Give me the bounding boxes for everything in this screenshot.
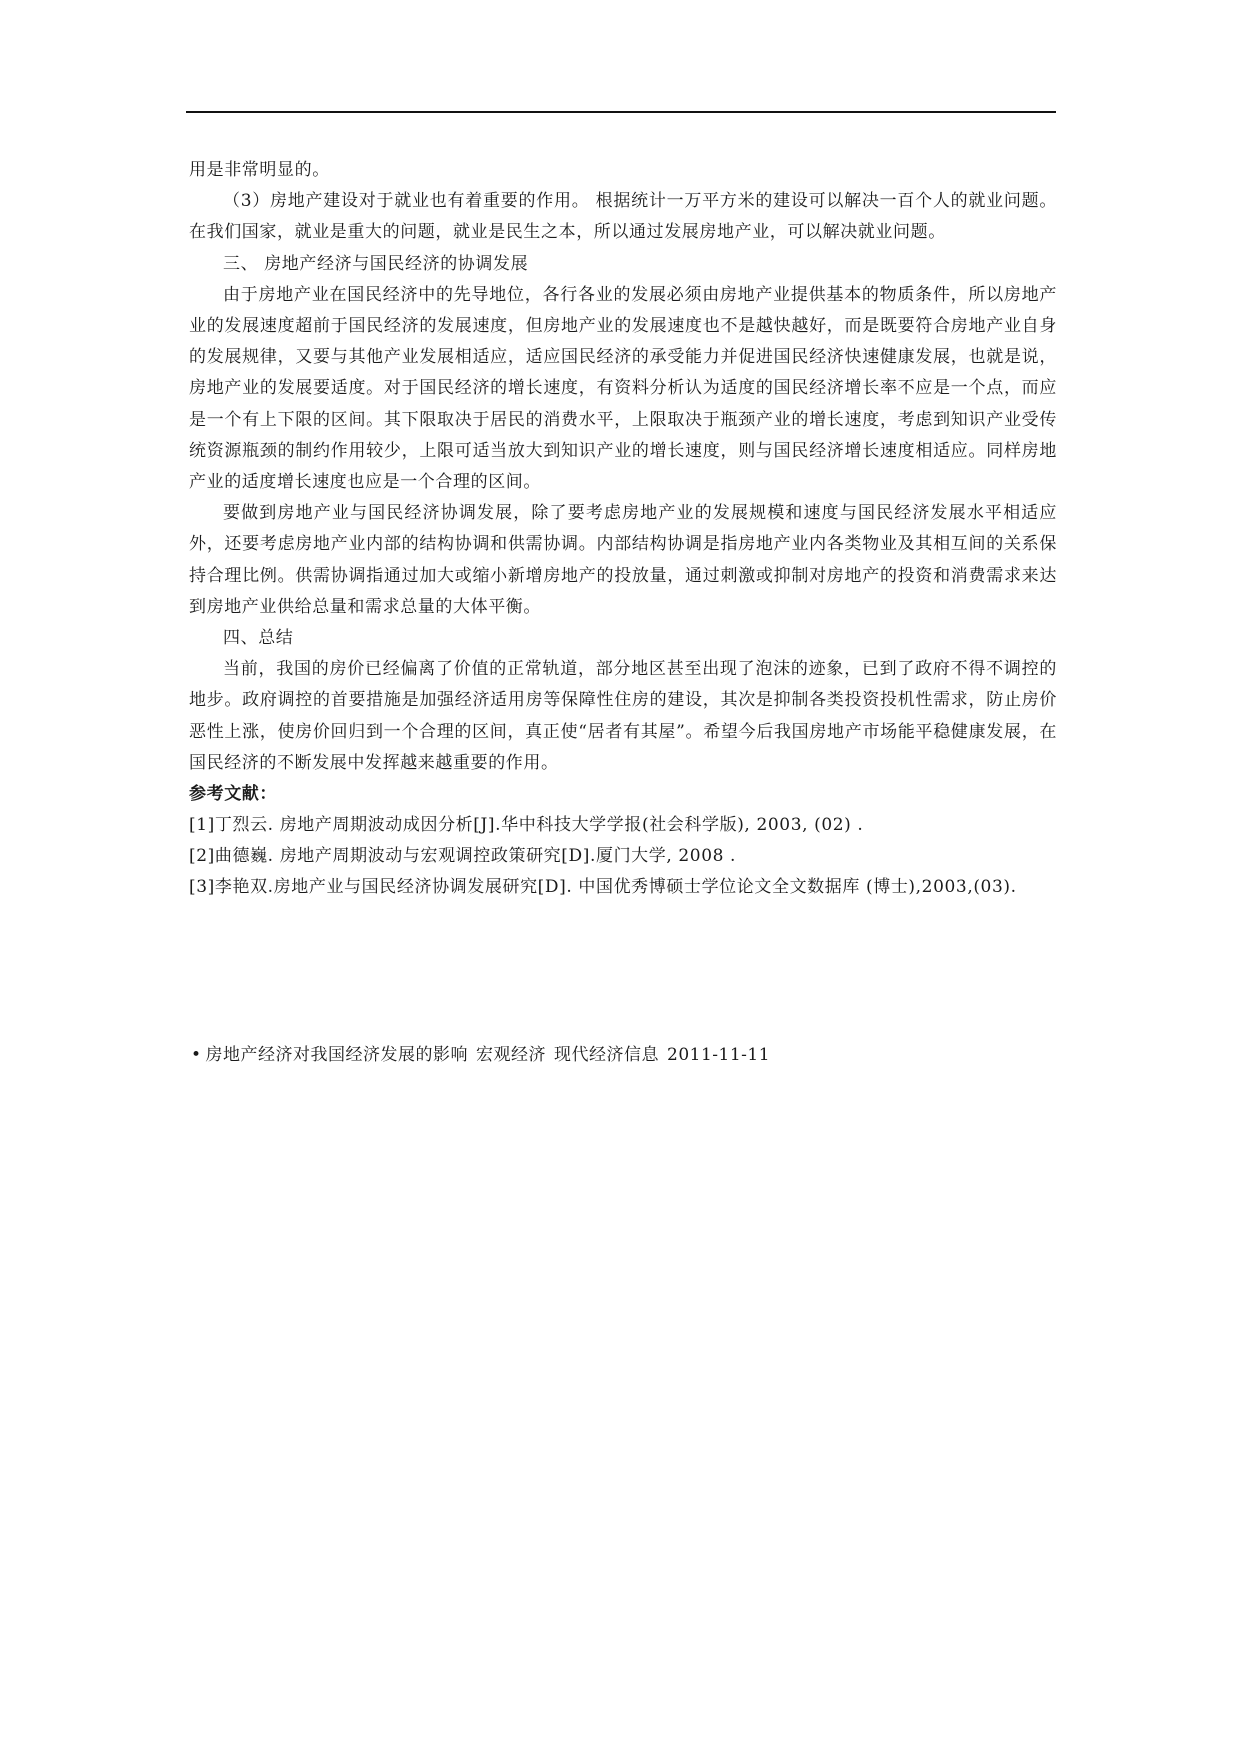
- section-heading-3: 三、 房地产经济与国民经济的协调发展: [223, 253, 529, 274]
- source-title: 房地产经济对我国经济发展的影响: [205, 1045, 469, 1065]
- article-body: [189, 155, 1057, 903]
- references-heading: 参考文献：: [189, 784, 277, 805]
- source-line: [191, 1040, 1057, 1071]
- source-category: 宏观经济: [476, 1045, 547, 1065]
- source-date: 2011-11-11: [667, 1045, 771, 1065]
- paragraph-employment: （3）房地产建设对于就业也有着重要的作用。 根据统计一万平方米的建设可以解决一百个人的就业问题。在我们国家，就业是重大的问题，就业是民生之本，所以通过发展房地产业，可以解决就业问题。: [189, 191, 1057, 243]
- paragraph-structure: 要做到房地产业与国民经济协调发展，除了要考虑房地产业的发展规模和速度与国民经济发展水平相适应外，还要考虑房地产业内部的结构协调和供需协调。内部结构协调是指房地产业内各类物业及其相互间的关系保持合理比例。供需协调指通过加大或缩小新增房地产的投放量，通过刺激或抑制对房地产的投资和消费需求来达到房地产业供给总量和需求总量的大体平衡。: [189, 503, 1057, 617]
- source-publication: 现代经济信息: [554, 1045, 660, 1065]
- reference-item: [3]李艳双.房地产业与国民经济协调发展研究[D]. 中国优秀博硕士学位论文全文数据库 (博士),2003,(03).: [189, 877, 1017, 898]
- paragraph-conclusion: 当前，我国的房价已经偏离了价值的正常轨道，部分地区甚至出现了泡沫的迹象，已到了政府不得不调控的地步。政府调控的首要措施是加强经济适用房等保障性住房的建设，其次是抑制各类投资投机性需求，防止房价恶性上涨，使房价回归到一个合理的区间，真正使“居者有其屋”。希望今后我国房地产市场能平稳健康发展，在国民经济的不断发展中发挥越来越重要的作用。: [189, 659, 1057, 773]
- bullet-icon: •: [191, 1045, 202, 1065]
- paragraph-coordination: 由于房地产业在国民经济中的先导地位，各行各业的发展必须由房地产业提供基本的物质条件，所以房地产业的发展速度超前于国民经济的发展速度，但房地产业的发展速度也不是越快越好，而是既要符合房地产业自身的发展规律，又要与其他产业发展相适应，适应国民经济的承受能力并促进国民经济快速健康发展，也就是说，房地产业的发展要适度。对于国民经济的增长速度，有资料分析认为适度的国民经济增长率不应是一个点，而应是一个有上下限的区间。其下限取决于居民的消费水平，上限取决于瓶颈产业的增长速度，考虑到知识产业受传统资源瓶颈的制约作用较少，上限可适当放大到知识产业的增长速度，则与国民经济增长速度相适应。同样房地产业的适度增长速度也应是一个合理的区间。: [189, 284, 1057, 493]
- reference-item: [2]曲德巍. 房地产周期波动与宏观调控政策研究[D].厦门大学, 2008 .: [189, 846, 737, 867]
- paragraph-continuation: 用是非常明显的。: [189, 160, 330, 180]
- reference-item: [1]丁烈云. 房地产周期波动成因分析[J].华中科技大学学报(社会科学版), 2003, (02) .: [189, 815, 864, 836]
- section-heading-4: 四、总结: [223, 628, 294, 649]
- header-rule: [186, 111, 1056, 113]
